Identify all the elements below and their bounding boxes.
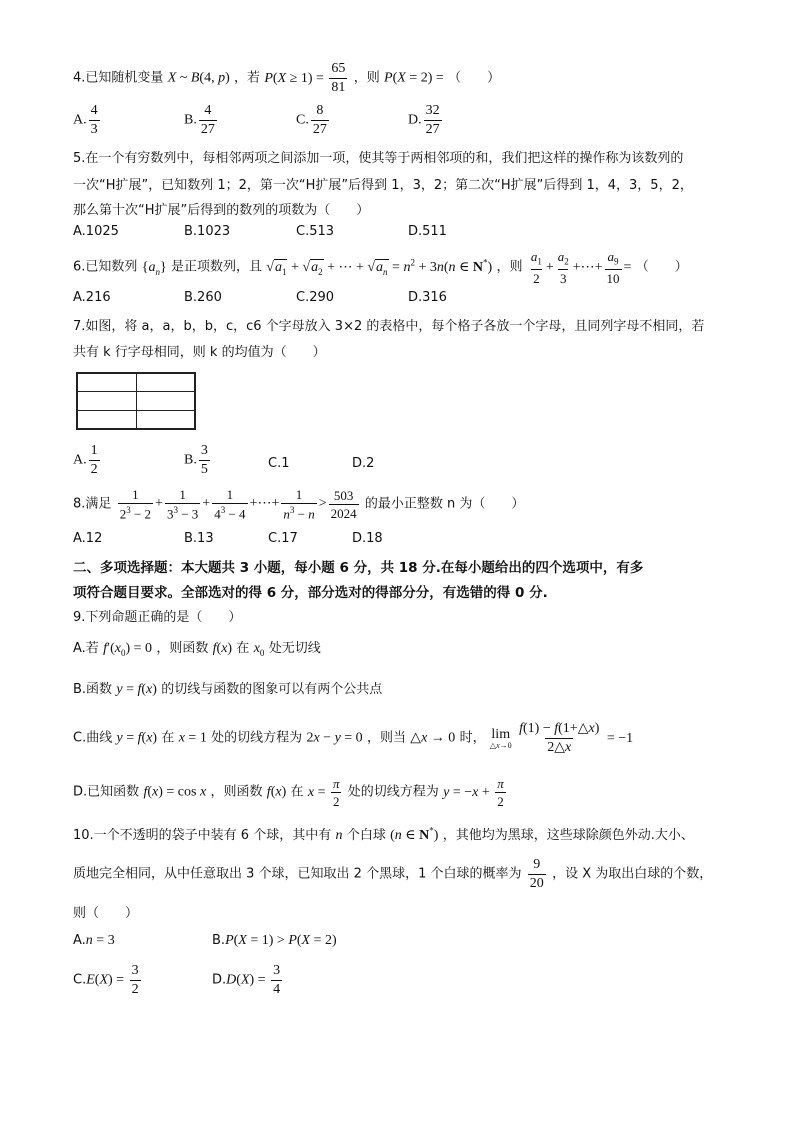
- q4-option-c: C. $\frac{8}{27}$: [296, 103, 327, 137]
- q8-text-b: 的最小正整数 n 为（ ）: [364, 496, 525, 512]
- q4-text-c: ，则: [353, 70, 380, 86]
- q5-line-1: 5.在一个有穷数列中，每相邻两项之间添加一项，使其等于两相邻项的和，我们把这样的操作称为该数列的: [73, 151, 684, 166]
- q6-option-d: D.316: [408, 290, 447, 305]
- q4-math-cond: P(X ≥ 1) = $\frac{65}{81}$: [264, 61, 346, 95]
- q7-grid-figure: [76, 372, 196, 430]
- q5-option-b: B.1023: [184, 224, 231, 239]
- q4-math-ask: P(X = 2) =: [384, 70, 444, 86]
- q6-text-a: 6.已知数列: [73, 259, 138, 275]
- q6-math-ask: $\frac{a_1}{2}$ + $\frac{a_2}{3}$ +⋯+ $\frac{a_9}{10}$ =: [530, 249, 632, 286]
- q6-text-d: （ ）: [635, 259, 688, 275]
- q10-line-2: 质地完全相同，从中任意取出 3 个球，已知取出 2 个黑球，1 个白球的概率为 $\frac{9}{20}$ ，设 X 为取出白球的个数，: [73, 857, 713, 891]
- q5-line-3: 那么第十次“H扩展”后得到的数列的项数为（ ）: [73, 203, 370, 218]
- q7-line-2: 共有 k 行字母相同，则 k 的均值为（ ）: [73, 345, 326, 360]
- q10-line-1: 10.一个不透明的袋子中装有 6 个球，其中有 n 个白球 (n ∈ N*) ，其他均为黑球，这些球除颜色外动.大小、: [73, 825, 694, 843]
- q6-text-c: ，则: [496, 259, 523, 275]
- q4-text-a: 4.已知随机变量: [73, 70, 164, 86]
- q6-option-b: B.260: [184, 290, 222, 305]
- q10-option-a: A.n = 3: [73, 933, 115, 948]
- q10-option-b: B.P(X = 1) > P(X = 2): [212, 933, 337, 948]
- q6-math-seq: $\{a_n\}$: [141, 259, 167, 277]
- q4-option-a: A. $\frac{4}{3}$: [73, 103, 98, 137]
- q5-option-a: A.1025: [73, 224, 119, 239]
- q6-option-c: C.290: [296, 290, 335, 305]
- q5-line-2: 一次“H扩展”，已知数列 1；2，第一次“H扩展”后得到 1，3，2；第二次“H扩展”后得到 1，4，3，5，2，: [73, 178, 693, 193]
- q10-option-d: D.D(X) = $\frac{3}{4}$: [212, 963, 281, 997]
- q9-option-d: D.已知函数 f(x) = cos x ，则函数 f(x) 在 x = $\frac{\pi}{2}$ 处的切线方程为 y = −x + $\frac{\pi}{2}$: [73, 776, 504, 809]
- q4-option-d: D. $\frac{32}{27}$: [408, 103, 440, 137]
- q9-option-a: A.若 $f'(x_0) = 0$ ，则函数 f(x) 在 $x_0$ 处无切线: [73, 641, 321, 658]
- q4-text-b: ，若: [234, 70, 261, 86]
- q8-option-b: B.13: [184, 531, 214, 546]
- q10-option-c: C.E(X) = $\frac{3}{2}$: [73, 963, 139, 997]
- q7-option-a: A. $\frac{1}{2}$: [73, 443, 98, 477]
- q8-option-a: A.12: [73, 531, 103, 546]
- q8-text-a: 8.满足: [73, 496, 112, 512]
- q5-option-d: D.511: [408, 224, 447, 239]
- q6-math-sum: $√a_1 + √a_2$ + ⋯ + $√a_n = n^2 + 3n(n$ ∈ N*): [266, 256, 493, 277]
- q8-math-ineq: $\frac{1}{2^3 - 2}$ + $\frac{1}{3^3 - 3}$ + $\frac{1}{4^3 - 4}$ +⋯+ $\frac{1}{n^3 - n}$ > $\frac{503}{2024}$: [119, 487, 357, 522]
- question-4-stem: [73, 62, 500, 95]
- question-8-stem: [73, 488, 524, 520]
- q7-option-c: C.1: [268, 456, 290, 471]
- q9-option-c: C.曲线 y = f(x) 在 x = 1 处的切线方程为 2x − y = 0 ，则当 △x → 0 时， lim △x→0 $\frac{f(1) - f(1+\triangle x)}{2\triangle x}$ = −1: [73, 721, 634, 755]
- q8-option-c: C.17: [268, 531, 298, 546]
- q7-option-b: B. $\frac{3}{5}$: [184, 443, 208, 477]
- q4-math-dist: X ~ B(4, p): [167, 70, 230, 86]
- q8-option-d: D.18: [352, 531, 383, 546]
- q10-line-3: 则（ ）: [73, 906, 139, 921]
- q6-text-b: 是正项数列，且: [170, 259, 262, 275]
- section-2-heading-line-2: 项符合题目要求。全部选对的得 6 分，部分选对的得部分分，有选错的得 0 分.: [73, 585, 548, 601]
- q5-option-c: C.513: [296, 224, 335, 239]
- question-6-stem: [73, 250, 688, 285]
- section-2-heading-line-1: 二、多项选择题：本大题共 3 小题，每小题 6 分，共 18 分.在每小题给出的四个选项中，有多: [73, 560, 644, 576]
- q6-option-a: A.216: [73, 290, 111, 305]
- q9-stem: 9.下列命题正确的是（ ）: [73, 610, 242, 625]
- q9-option-b: B.函数 y = f(x) 的切线与函数的图象可以有两个公共点: [73, 682, 383, 697]
- q7-option-d: D.2: [352, 456, 375, 471]
- q7-line-1: 7.如图，将 a，a，b，b，c，c6 个字母放入 3×2 的表格中，每个格子各放一个字母，且同列字母不相同，若: [73, 319, 705, 334]
- q4-text-d: （ ）: [448, 70, 501, 86]
- q4-option-b: B. $\frac{4}{27}$: [184, 103, 215, 137]
